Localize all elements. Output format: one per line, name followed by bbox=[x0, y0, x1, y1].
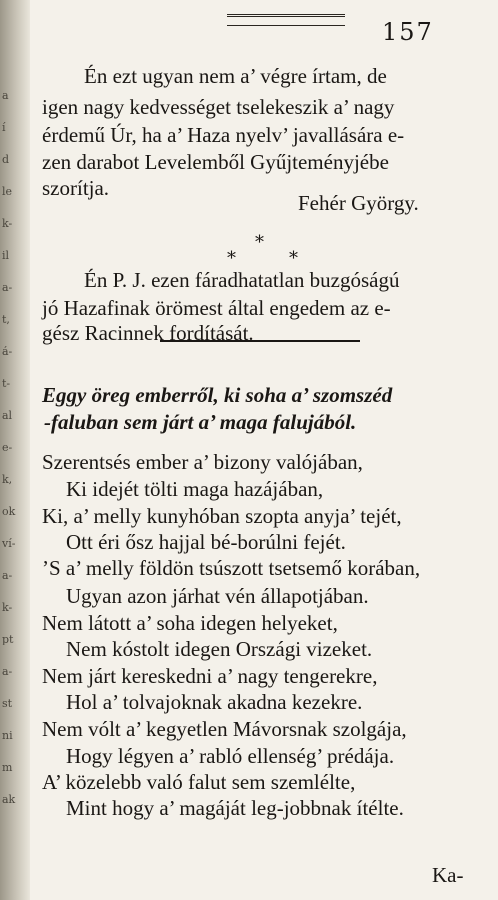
facing-page-edge bbox=[0, 0, 30, 900]
header-ornament-rule bbox=[227, 14, 345, 26]
poem-verse: Ki, a’ melly kunyhóban szopta anyja’ tejét, bbox=[42, 504, 402, 528]
page-number: 157 bbox=[382, 18, 434, 46]
poem-verse: Ki idejét tölti maga hazájában, bbox=[66, 477, 324, 501]
poem-verse: Nem kóstolt idegen Országi vizeket. bbox=[66, 637, 373, 661]
poem-verse: Ott éri ősz hajjal bé-borúlni fejét. bbox=[66, 530, 346, 554]
poem-verse: Hogy légyen a’ rabló ellenség’ prédája. bbox=[66, 744, 395, 768]
section-divider bbox=[160, 340, 360, 342]
poem-title-line: -faluban sem járt a’ maga falujából. bbox=[44, 410, 357, 434]
poem-verse: Nem látott a’ soha idegen helyeket, bbox=[42, 611, 338, 635]
facing-page-fragment: le bbox=[2, 186, 13, 197]
note-line: gész Racinnek fordítását. bbox=[42, 321, 254, 345]
facing-page-fragment: ví- bbox=[2, 538, 16, 549]
signature: Fehér György. bbox=[298, 191, 419, 215]
facing-page-fragment: k- bbox=[2, 218, 13, 229]
poem-verse: ’S a’ melly földön tsúszott tsetsemő korában, bbox=[42, 556, 421, 580]
facing-page-fragment: k- bbox=[2, 602, 13, 613]
facing-page-fragment: ok bbox=[2, 506, 16, 517]
facing-page-fragment: d bbox=[2, 154, 10, 165]
intro-line: érdemű Úr, ha a’ Haza nyelv’ javallására e- bbox=[42, 123, 405, 147]
poem-verse: Nem vólt a’ kegyetlen Mávorsnak szolgája, bbox=[42, 717, 407, 741]
facing-page-fragment: e- bbox=[2, 442, 13, 453]
intro-line: zen darabot Levelemből Gyűjteményjébe bbox=[42, 150, 389, 174]
asterism-star: * bbox=[289, 248, 298, 269]
catchword: Ka- bbox=[432, 863, 464, 887]
poem-verse: A’ közelebb való falut sem szemlélte, bbox=[42, 770, 356, 794]
facing-page-fragment: pt bbox=[2, 634, 14, 645]
facing-page-fragment: ni bbox=[2, 730, 13, 741]
asterism-star: * bbox=[255, 232, 264, 253]
poem-verse: Mint hogy a’ magáját leg-jobbnak ítélte. bbox=[66, 796, 404, 820]
facing-page-fragment: a bbox=[2, 90, 9, 101]
facing-page-fragment: m bbox=[2, 762, 13, 773]
facing-page-fragment: k, bbox=[2, 474, 13, 485]
facing-page-fragment: t- bbox=[2, 378, 11, 389]
facing-page-fragment: a- bbox=[2, 666, 13, 677]
note-line: Én P. J. ezen fáradhatatlan buzgóságú bbox=[84, 268, 400, 292]
intro-line: szorítja. bbox=[42, 176, 110, 200]
intro-line: Én ezt ugyan nem a’ végre írtam, de bbox=[84, 64, 387, 88]
poem-verse: Hol a’ tolvajoknak akadna kezekre. bbox=[66, 690, 363, 714]
facing-page-fragment: al bbox=[2, 410, 13, 421]
asterism-star: * bbox=[227, 248, 236, 269]
facing-page-fragment: st bbox=[2, 698, 13, 709]
facing-page-fragment: í bbox=[2, 122, 6, 133]
poem-verse: Szerentsés ember a’ bizony valójában, bbox=[42, 450, 363, 474]
intro-line: igen nagy kedvességet tselekeszik a’ nagy bbox=[42, 95, 395, 119]
facing-page-fragment: a- bbox=[2, 570, 13, 581]
poem-verse: Ugyan azon járhat vén állapotjában. bbox=[66, 584, 369, 608]
book-page bbox=[42, 0, 482, 900]
poem-title-line: Eggy öreg emberről, ki soha a’ szomszéd bbox=[42, 383, 393, 407]
facing-page-fragment: á- bbox=[2, 346, 13, 357]
poem-verse: Nem járt kereskedni a’ nagy tengerekre, bbox=[42, 664, 378, 688]
facing-page-fragment: ak bbox=[2, 794, 16, 805]
note-line: jó Hazafinak örömest által engedem az e- bbox=[42, 296, 391, 320]
facing-page-fragment: il bbox=[2, 250, 10, 261]
facing-page-fragment: a- bbox=[2, 282, 13, 293]
facing-page-fragment: t, bbox=[2, 314, 10, 325]
